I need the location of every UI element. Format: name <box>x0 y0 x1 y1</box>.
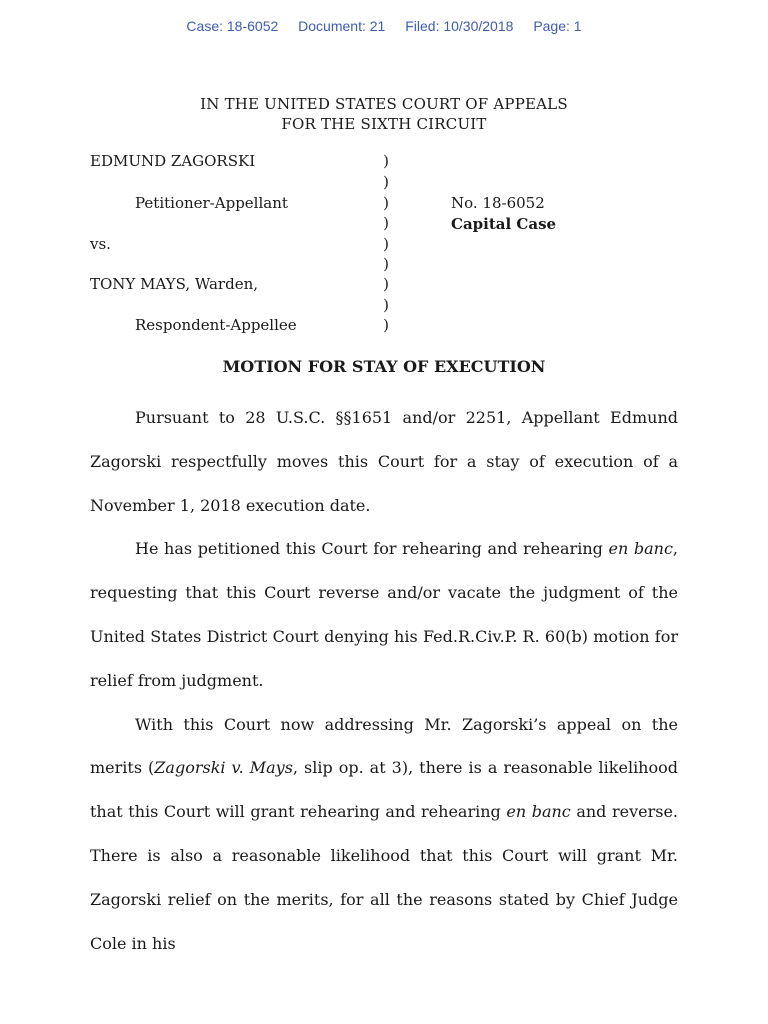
ecf-filed-date: Filed: 10/30/2018 <box>405 18 514 34</box>
ecf-filing-header <box>0 18 768 34</box>
ecf-document-number: Document: 21 <box>298 18 386 34</box>
petitioner-name: EDMUND ZAGORSKI <box>90 152 256 170</box>
paragraph-2-italic: en banc <box>608 539 673 559</box>
case-caption <box>90 152 690 336</box>
motion-title: MOTION FOR STAY OF EXECUTION <box>222 357 546 376</box>
caption-paren: ) <box>383 173 389 191</box>
caption-paren: ) <box>383 152 389 170</box>
respondent-name: TONY MAYS, Warden, <box>90 275 258 293</box>
caption-paren: ) <box>383 255 389 273</box>
caption-paren: ) <box>383 316 389 334</box>
versus-label: vs. <box>90 235 111 253</box>
paragraph-3-text: and reverse. There is also a reasonable likelihood that this Court will grant Mr. Zagorski relief on the merits, for all the reasons stated by Chief Judge Cole in his <box>90 802 679 953</box>
court-title-line-1: IN THE UNITED STATES COURT OF APPEALS <box>200 95 568 113</box>
paragraph-1: Pursuant to 28 U.S.C. §§1651 and/or 2251, Appellant Edmund Zagorski respectfully moves this Court for a stay of execution of a November 1, 2018 execution date. <box>90 408 678 515</box>
respondent-role: Respondent-Appellee <box>135 316 297 334</box>
caption-paren: ) <box>383 275 389 293</box>
caption-paren: ) <box>383 214 389 232</box>
caption-paren: ) <box>383 194 389 212</box>
court-title <box>0 94 768 134</box>
case-type: Capital Case <box>451 215 557 233</box>
paragraph-3-text: , slip op. at 3), there is a reasonable likelihood that this Court will grant rehearing and rehearing <box>90 758 678 822</box>
motion-body <box>90 396 678 965</box>
caption-paren: ) <box>383 235 389 253</box>
case-number: No. 18-6052 <box>451 194 545 212</box>
paragraph-2-text: He has petitioned this Court for rehearing and rehearing <box>135 539 609 559</box>
case-citation: Zagorski v. Mays <box>154 758 293 778</box>
paragraph-2-text: , requesting that this Court reverse and/or vacate the judgment of the United States District Court denying his Fed.R.Civ.P. R. 60(b) motion for relief from judgment. <box>90 539 679 690</box>
paragraph-3 <box>90 703 678 966</box>
paragraph-2 <box>90 527 678 702</box>
caption-paren: ) <box>383 296 389 314</box>
paragraph-3-italic: en banc <box>506 802 571 822</box>
ecf-case-number: Case: 18-6052 <box>186 18 279 34</box>
court-title-line-2: FOR THE SIXTH CIRCUIT <box>281 115 487 133</box>
paragraph-3-text: With this Court now addressing Mr. Zagorski’s appeal on the merits ( <box>90 714 678 778</box>
petitioner-role: Petitioner-Appellant <box>135 194 288 212</box>
ecf-page-number: Page: 1 <box>533 18 582 34</box>
